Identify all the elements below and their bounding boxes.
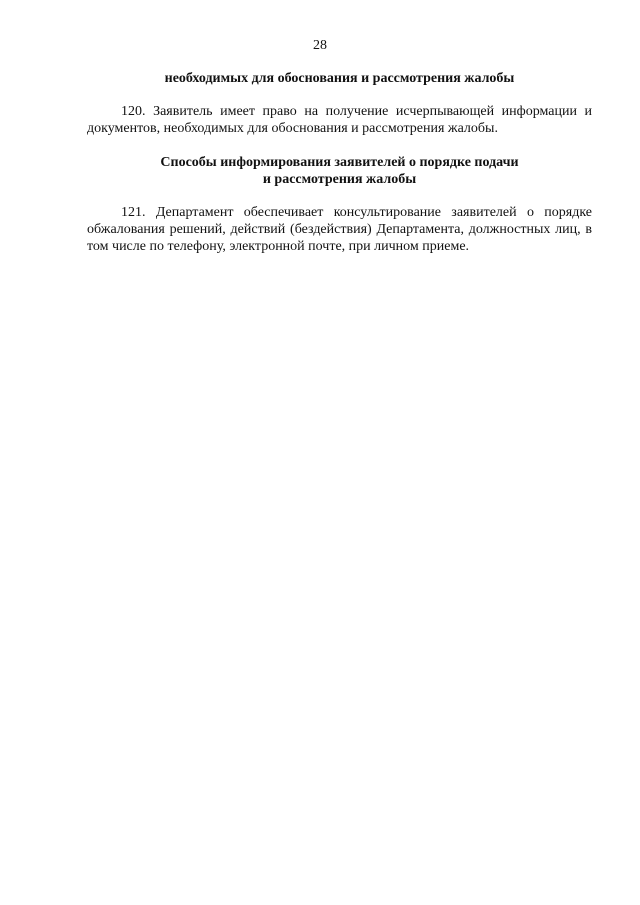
section-heading-complaint-documents [87,70,592,87]
heading-line: Способы информирования заявителей о порядке подачи [160,155,519,170]
paragraph-120: 120. Заявитель имеет право на получение исчерпывающей информации и документов, необходимых для обоснования и рассмотрения жалобы. [87,104,592,136]
document-body [87,70,592,255]
page-number: 28 [313,38,327,53]
paragraph-121: 121. Департамент обеспечивает консультирование заявителей о порядке обжалования решений, действий (бездействия) Департамента, должностных лиц, в том числе по телефону, электронной почте, при личном приеме. [87,205,592,254]
heading-line: и рассмотрения жалобы [262,172,417,187]
heading-line: необходимых для обоснования и рассмотрения жалобы [164,71,515,86]
section-heading-informing-methods [87,154,592,188]
